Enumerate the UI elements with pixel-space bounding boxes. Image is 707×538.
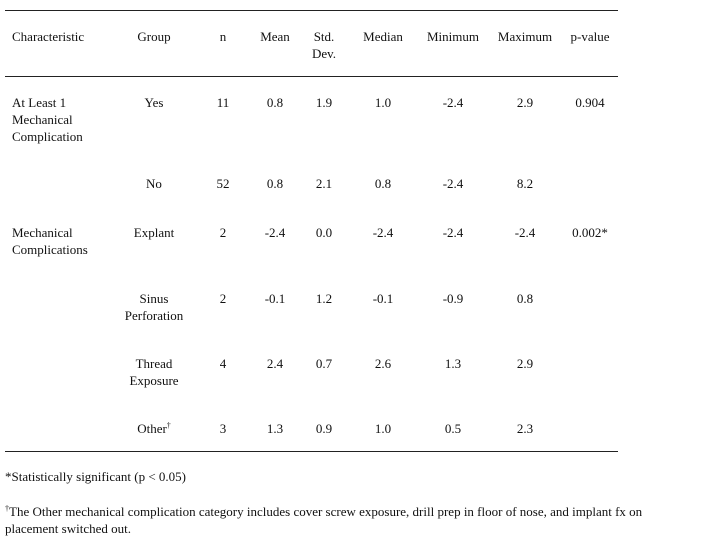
cell-max: 2.9 (516, 95, 534, 110)
cell-median: 1.0 (374, 421, 392, 436)
cell-mean: 0.8 (266, 176, 284, 191)
header-n: n (219, 29, 227, 44)
cell-sd: 1.2 (315, 291, 333, 306)
footnote-significance: *Statistically significant (p < 0.05) (5, 469, 186, 484)
cell-n: 4 (219, 356, 227, 371)
cell-min: 0.5 (444, 421, 462, 436)
cell-min: -0.9 (442, 291, 464, 306)
cell-group (115, 420, 193, 437)
table-bottom-rule (5, 451, 618, 452)
cell-sd: 1.9 (315, 95, 333, 110)
cell-mean: -0.1 (264, 291, 286, 306)
cell-sd: 2.1 (315, 176, 333, 191)
table-header-rule (5, 76, 618, 77)
cell-min: -2.4 (442, 176, 464, 191)
header-min: Minimum (426, 29, 479, 44)
dagger-mark: † (166, 421, 171, 430)
cell-n: 3 (219, 421, 227, 436)
cell-group: Thread Exposure (129, 356, 179, 388)
cell-max: 8.2 (516, 176, 534, 191)
cell-p: 0.002* (572, 225, 608, 240)
cell-group-label: Other (137, 421, 167, 436)
cell-p: 0.904 (575, 95, 605, 110)
cell-sd: 0.9 (315, 421, 333, 436)
cell-max: 0.8 (516, 291, 534, 306)
cell-mean: 1.3 (266, 421, 284, 436)
header-characteristic: Characteristic (12, 29, 85, 44)
cell-max: 2.3 (516, 421, 534, 436)
header-sd: Std. Dev. (311, 29, 337, 61)
cell-n: 2 (219, 225, 227, 240)
cell-min: -2.4 (442, 225, 464, 240)
cell-group: No (146, 176, 162, 191)
cell-mean: 2.4 (266, 356, 284, 371)
header-mean: Mean (260, 29, 290, 44)
cell-group: Yes (144, 95, 164, 110)
header-p: p-value (570, 29, 610, 44)
cell-median: 2.6 (374, 356, 392, 371)
cell-mean: -2.4 (264, 225, 286, 240)
cell-group: Explant (133, 225, 175, 240)
footnote-other-text: The Other mechanical complication category includes cover screw exposure, drill prep in floor of nose, and implant fx on placement switched out. (5, 504, 643, 536)
cell-median: -0.1 (372, 291, 394, 306)
table-top-rule (5, 10, 618, 11)
cell-median: 0.8 (374, 176, 392, 191)
cell-max: -2.4 (514, 225, 536, 240)
cell-characteristic: At Least 1 Mechanical Complication (12, 95, 83, 144)
cell-group: Sinus Perforation (124, 291, 184, 323)
header-max: Maximum (497, 29, 553, 44)
cell-min: 1.3 (444, 356, 462, 371)
footnote-dagger-mark: † (5, 504, 9, 513)
cell-n: 11 (216, 95, 230, 110)
cell-sd: 0.0 (315, 225, 333, 240)
cell-mean: 0.8 (266, 95, 284, 110)
cell-median: -2.4 (372, 225, 394, 240)
cell-sd: 0.7 (315, 356, 333, 371)
header-group: Group (137, 29, 171, 44)
cell-n: 52 (216, 176, 230, 191)
cell-max: 2.9 (516, 356, 534, 371)
cell-min: -2.4 (442, 95, 464, 110)
footnote-other (5, 503, 697, 537)
header-median: Median (363, 29, 403, 44)
cell-characteristic: Mechanical Complications (12, 225, 88, 257)
cell-median: 1.0 (374, 95, 392, 110)
cell-n: 2 (219, 291, 227, 306)
